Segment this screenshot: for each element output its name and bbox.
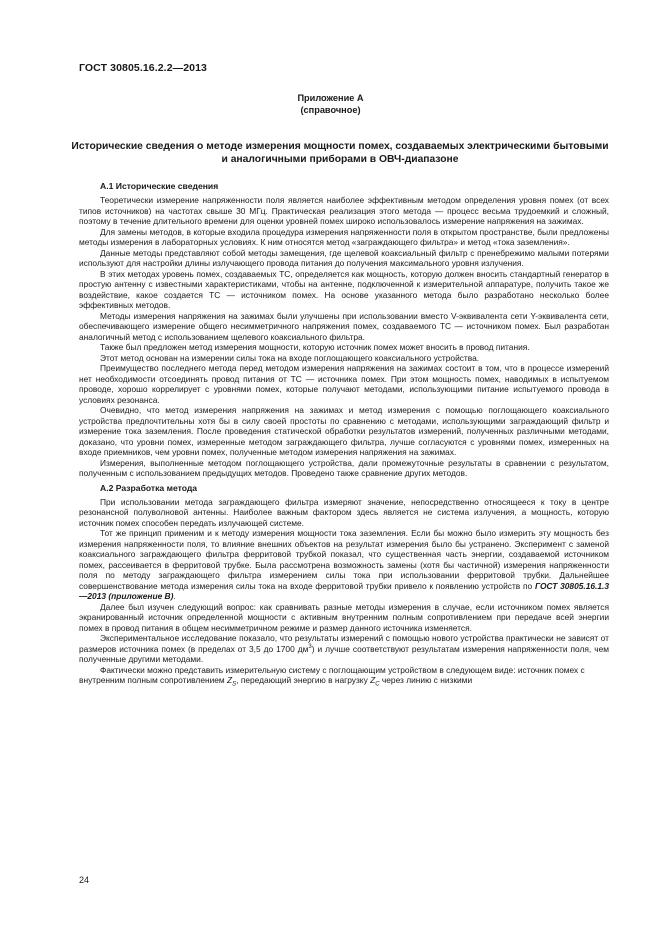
paragraph-text: Тот же принцип применим и к методу измерения мощности тока заземления. Если бы можно было измерить эту мощность без измерения напряженности поля, то влияние внешних объектов на результат измерения было бы устранено. Эксперимент с заменой коаксиального заграждающего фильтра ферритовой трубкой показал, что существенная часть энергии, создаваемой источником помех, рассеивается в ферритовой трубке. Была рассмотрена возможность замены (хотя бы частичной) измерения напряженности поля по методу заграждающего фильтра измерением силы тока при использовании ферритовой трубки. Дальнейшее совершенствование метода измерения силы тока на входе ферритовой трубки привело к появлению устройств по bbox=[79, 528, 609, 591]
paragraph-text: Экспериментальное исследование показало, что результаты измерений с помощью нового устройства практически не зависят от размеров источника помех (в пределах от 3,5 до 1700 дм bbox=[79, 633, 609, 654]
subscript-c: C bbox=[375, 681, 380, 688]
paragraph-text: , передающий энергию в нагрузку bbox=[236, 675, 371, 685]
paragraph-text: через линию с низкими bbox=[379, 675, 473, 685]
section-heading-a1: А.1 Исторические сведения bbox=[100, 181, 219, 191]
paragraph: Преимущество последнего метода перед методом измерения напряжения на зажимах состоит в том, что в процессе измерений нет необходимости отсоединять провод питания от ТС — источника помех. При этом мощность помех, наводимых в испытуемом проводе, хорошо коррелирует с уровнями помех, которые получают методами, использующими питание испытуемого провода в условиях резонанса. bbox=[79, 363, 609, 405]
subscript-s: S bbox=[232, 681, 237, 688]
paragraph bbox=[79, 528, 609, 602]
section-heading-a2: А.2 Разработка метода bbox=[100, 482, 198, 493]
document-id: ГОСТ 30805.16.2.2—2013 bbox=[79, 62, 207, 74]
annex-title: Приложение А bbox=[297, 93, 364, 103]
paragraph: Также был предложен метод измерения мощности, которую источник помех может вносить в провод питания. bbox=[100, 342, 530, 352]
paragraph: Методы измерения напряжения на зажимах были улучшены при использовании вместо V-эквивалента сети Y-эквивалента сети, обеспечивающего измерение общего несимметричного напряжения помех, создаваемого ТС — источником помех. Был разработан аналогичный метод с использованием щелевого коаксиального фильтра. bbox=[79, 310, 609, 342]
paragraph: Данные методы представляют собой методы замещения, где щелевой коаксиальный фильтр с пренебрежимо малыми потерями используют для настройки длины излучающего провода питания до получения максимального уровня излучения. bbox=[79, 247, 609, 268]
paragraph-text: . bbox=[173, 591, 176, 601]
paragraph: Для замены методов, в которые входила процедура измерения напряженности поля в открытом пространстве, были предложены методы измерения в лабораторных условиях. К ним относятся метод «заграждающего фильтра» и метод «тока заземления». bbox=[79, 226, 609, 247]
paragraph bbox=[79, 633, 609, 665]
paragraph: При использовании метода заграждающего фильтра измеряют значение, непосредственно относящееся к току в центре резонансной полуволновой антенны. Наиболее важным фактором здесь является не система излучения, а мощность, которую источник помех способен передать излучающей системе. bbox=[79, 496, 609, 528]
paragraph: Теоретически измерение напряженности поля является наиболее эффективным методом определения уровня помех (от всех типов источников) на частотах свыше 30 МГц. Практическая реализация этого метода — процесс весьма трудоемкий и сложный, поэтому в течение длительного времени для оценки уровней помех широко использовалось измерение напряжения на зажимах. bbox=[79, 195, 609, 226]
symbol-z: Z bbox=[370, 675, 376, 685]
annex-note: (справочное) bbox=[300, 105, 361, 115]
standard-reference: ГОСТ 30805.16.1.3—2013 (приложение В) bbox=[79, 580, 609, 601]
paragraph: Далее был изучен следующий вопрос: как сравнивать разные методы измерения в случае, если источником помех является экранированный источник определенной мощности с активным внутренним полным сопротивлением при передаче всей энергии помех в провод питания в общем несимметричном режиме и размер данного источника изменяется. bbox=[79, 601, 609, 633]
main-title: Исторические сведения о методе измерения мощности помех, создаваемых электрическими бытовыми и аналогичными приборами в ОВЧ-диапазоне bbox=[71, 141, 609, 165]
paragraph-text: ) и лучше соответствуют результатам измерения напряженности поля, чем полученные другими методами. bbox=[79, 643, 609, 664]
paragraph-text: Фактически можно представить измерительную систему с поглощающим устройством в следующем виде: источник помех с внутренним полным сопротивлением bbox=[79, 664, 585, 685]
superscript: 3 bbox=[308, 643, 312, 650]
document-body bbox=[79, 181, 609, 686]
page-number: 24 bbox=[79, 875, 90, 885]
paragraph: В этих методах уровень помех, создаваемых ТС, определяется как мощность, которую должен вносить стандартный генератор в простую антенну с известными характеристиками, чтобы на антенне, подключенной к измерительной аппаратуре, получить такое же воздействие, какое создается ТС — источником помех. На основе указанного метода было разработано несколько более эффективных методов. bbox=[79, 268, 609, 310]
paragraph: Измерения, выполненные методом поглощающего устройства, дали промежуточные результаты в сравнении с результатом, полученным с использованием предыдущих методов. Проведено также сравнение других методов. bbox=[79, 457, 609, 478]
paragraph bbox=[79, 665, 609, 686]
paragraph: Очевидно, что метод измерения напряжения на зажимах и метод измерения с помощью поглощающего коаксиального устройства предпочтительны хотя бы в силу своей простоты по сравнению с методами, использующими заграждающий фильтр и измерение тока заземления. После проведения статической обработки результатов измерений, полученных различными методами, доказано, что уровни помех, измеренные методом заграждающего фильтра, лучше согласуются с уровнями помех, измеренных на входе приемников, чем уровни помех, полученные методом измерения напряжения на зажимах. bbox=[79, 405, 609, 457]
paragraph: Этот метод основан на измерении силы тока на входе поглощающего коаксиального устройства. bbox=[100, 352, 480, 363]
symbol-z: Z bbox=[227, 675, 233, 685]
